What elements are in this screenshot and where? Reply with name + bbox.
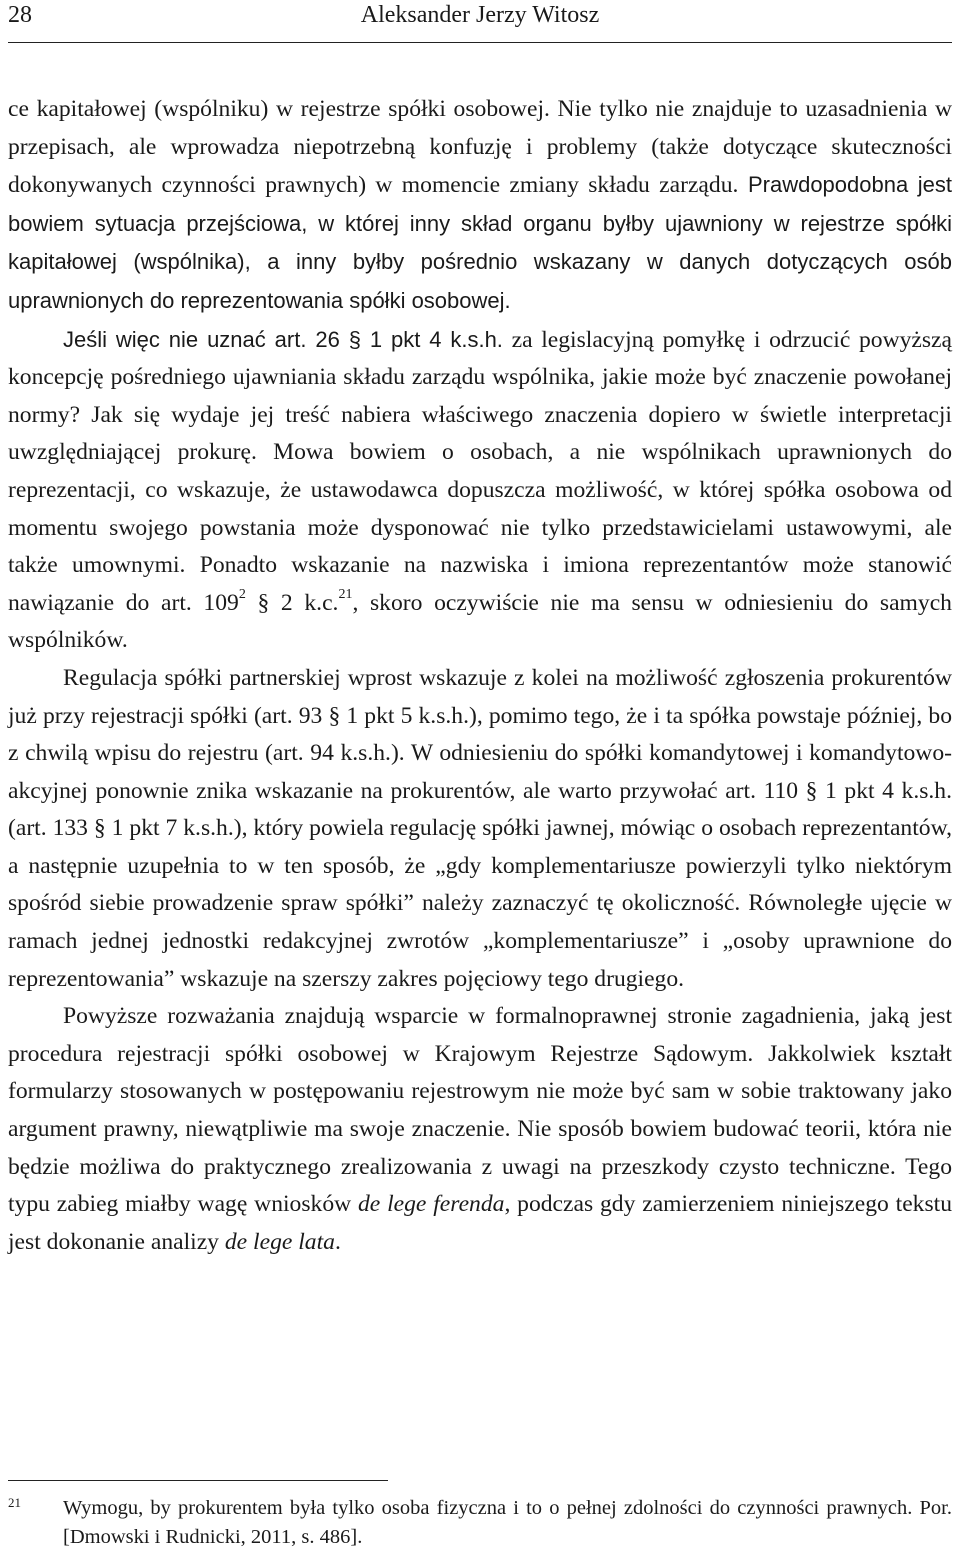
paragraph-4-end: . (334, 1228, 341, 1255)
page-number: 28 (8, 2, 32, 28)
italic-de-lege-ferenda: de lege ferenda (358, 1191, 505, 1218)
page-header (8, 0, 952, 43)
italic-de-lege-lata: de lege lata (224, 1228, 335, 1255)
paragraph-4 (8, 998, 952, 1261)
footnote-text: Wymogu, by prokurentem była tylko osoba fizyczna i to o pełnej zdolności do czynności prawnych. Por. [Dmowski i Rudnicki, 2011, s. 486]. (63, 1497, 952, 1548)
paragraph-2-text: za legislacyjną pomyłkę i odrzucić powyższą koncepcję pośredniego ujawniania składu zarządu wspólnika, jakie może być znaczenie powołanej normy? Jak się wydaje jej treść nabiera właściwego znaczenia dopiero w świetle interpretacji uwzględniającej prokurę. Mowa bowiem o osobach, a nie wspólnikach uprawnionych do reprezentacji, co wskazuje, że ustawodawca dopuszcza możliwość, w której spółka osobowa od momentu swojego powstania może dysponować nie tylko przedstawicielami ustawowymi, ale także umownymi. Ponadto wskazanie na nazwiska i imiona reprezentantów może stanowić nawiązanie do art. 109 (8, 326, 952, 616)
paragraph-1-sans-part: Prawdopodobna jest bowiem sytuacja przejściowa, w której inny skład organu byłby ujawniony w rejestrze spółki kapitałowej (wspólnika), a inny byłby pośrednio wskazany w danych dotyczących osób uprawnionych do reprezentowania spółki osobowej. (8, 172, 953, 313)
footnote-number: 21 (8, 1495, 21, 1510)
paragraph-1-serif-part: ce kapitałowej (wspólniku) w rejestrze spółki osobowej. Nie tylko nie znajduje to uzasadnienia w przepisach, ale wprowadza niepotrzebną konfuzję i problemy (także dotyczące skuteczności dokonywanych czynności prawnych) w momencie zmiany składu zarządu. (8, 96, 952, 199)
paragraph-2-text-cont: § 2 k.c. (245, 589, 339, 616)
paragraph-2 (8, 321, 952, 660)
footnote-ref-21: 21 (338, 586, 353, 602)
superscript-2: 2 (238, 586, 246, 602)
running-head-author: Aleksander Jerzy Witosz (360, 2, 600, 28)
paragraph-2-sans-part: Jeśli więc nie uznać art. 26 § 1 pkt 4 k.s.h. (63, 326, 503, 352)
body-text (8, 91, 952, 1261)
paragraph-4-text-cont: , podczas gdy zamierzeniem niniejszego tekstu jest dokonanie analizy (8, 1191, 952, 1255)
paragraph-1 (8, 91, 952, 321)
paragraph-4-text: Powyższe rozważania znajdują wsparcie w formalnoprawnej stronie zagadnienia, jaką jest procedura rejestracji spółki osobowej w Krajowym Rejestrze Sądowym. Jakkolwiek kształt formularzy stosowanych w postępowaniu rejestrowym nie może być sam w sobie traktowany jako argument prawny, niewątpliwie ma swoje znaczenie. Nie sposób bowiem budować teorii, która nie będzie możliwa do praktycznego zrealizowania z uwagi na przeszkody czysto techniczne. Tego typu zabieg miałby wagę wniosków (8, 1003, 952, 1218)
paragraph-2-text-end: , skoro oczywiście nie ma sensu w odniesieniu do samych wspólników. (8, 589, 952, 654)
paragraph-3: Regulacja spółki partnerskiej wprost wskazuje z kolei na możliwość zgłoszenia prokurentów już przy rejestracji spółki (art. 93 § 1 pkt 5 k.s.h.), pomimo tego, że i ta spółka powstaje później, bo z chwilą wpisu do rejestru (art. 94 k.s.h.). W odniesieniu do spółki komandytowej i komandytowo-akcyjnej ponownie znika wskazanie na prokurentów, ale warto przywołać art. 110 § 1 pkt 4 k.s.h. (art. 133 § 1 pkt 7 k.s.h.), który powiela regulację spółki jawnej, mówiąc o osobach reprezentantów, a następnie uzupełnia to w ten sposób, że „gdy komplementariusze powierzyli tylko niektórym spośród siebie prowadzenie spraw spółki” należy zaznaczyć tę okoliczność. Równoległe ujęcie w ramach jednej jednostki redakcyjnej zwrotów „komplementariusze” i „osoby uprawnione do reprezentowania” wskazuje na szerszy zakres pojęciowy tego drugiego. (8, 664, 952, 992)
footnote-21 (8, 1494, 952, 1552)
footnote-separator (8, 1480, 388, 1481)
